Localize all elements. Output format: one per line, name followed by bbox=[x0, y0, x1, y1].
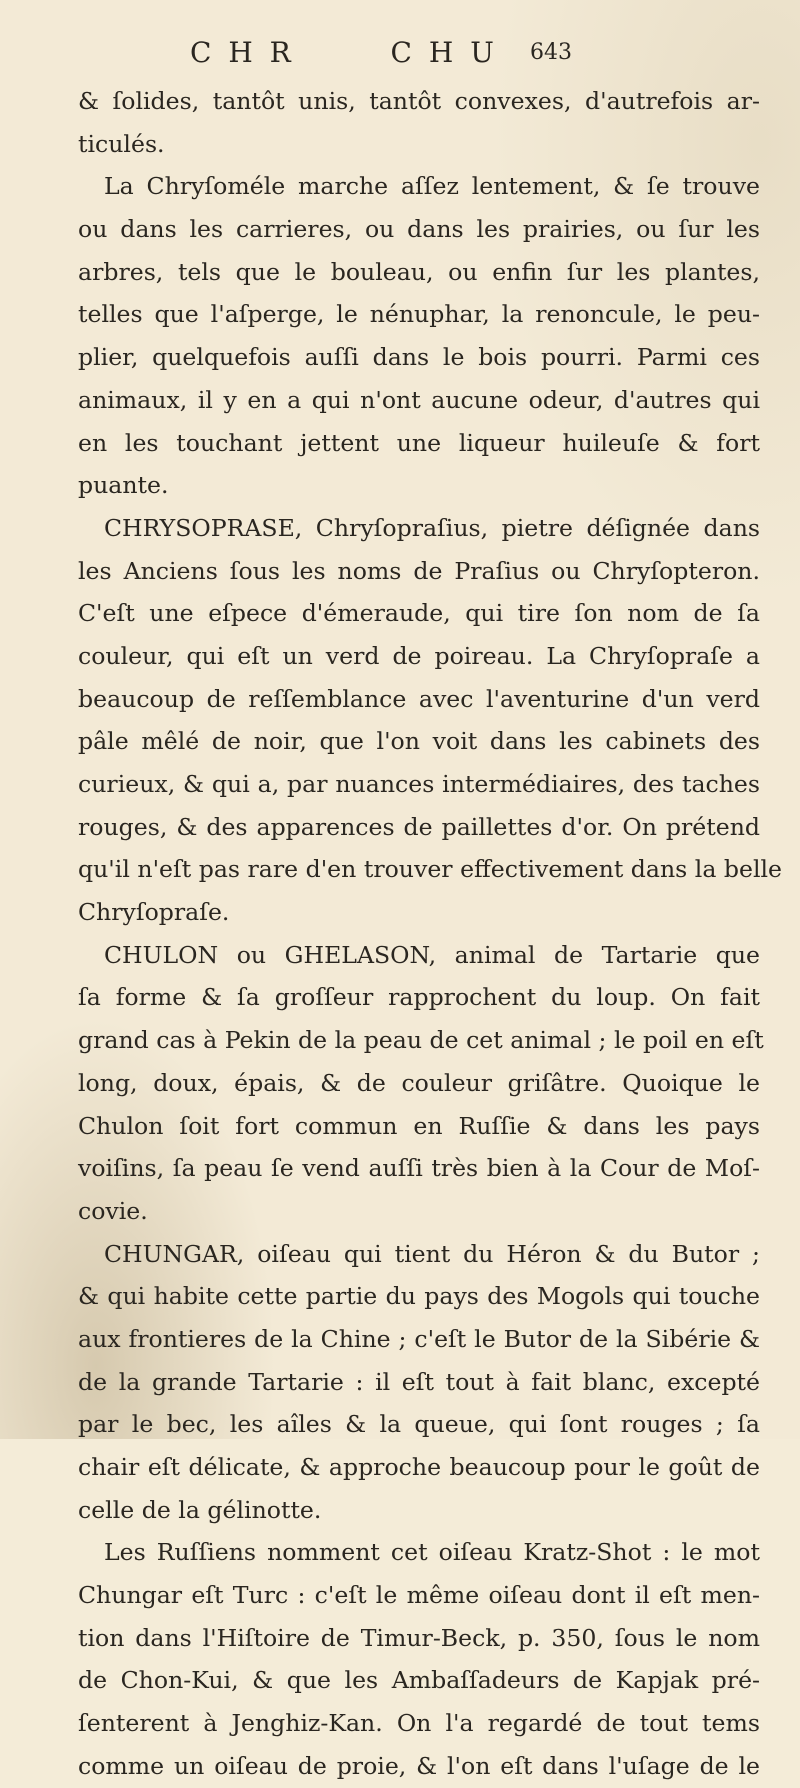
text-line: grand cas à Pekin de la peau de cet animal ; le poil en eſt bbox=[78, 1026, 764, 1055]
text-line: comme un oiſeau de proie, & l'on eſt dans l'uſage de le bbox=[78, 1751, 760, 1780]
text-line: CHULON ou GHELASON, animal de Tartarie que bbox=[104, 940, 760, 969]
text-line: animaux, il y en a qui n'ont aucune odeur, d'autres qui bbox=[78, 385, 760, 414]
page-number: 643 bbox=[530, 40, 572, 65]
text-line: par le bec, les aîles & la queue, qui ſont rouges ; ſa bbox=[78, 1410, 760, 1439]
text-line: & ſolides, tantôt unis, tantôt convexes, d'autrefois ar- bbox=[78, 87, 760, 115]
text-line: La Chryſoméle marche aſſez lentement, & ſe trouve bbox=[104, 172, 760, 201]
text-line: long, doux, épais, & de couleur griſâtre. Quoique le bbox=[78, 1068, 760, 1097]
text-line: puante. bbox=[78, 471, 169, 500]
text-line: aux frontieres de la Chine ; c'eſt le Butor de la Sibérie & bbox=[78, 1324, 760, 1353]
text-line: voiſins, ſa peau ſe vend auſſi très bien à la Cour de Moſ- bbox=[78, 1154, 760, 1183]
text-line: Les Ruſſiens nomment cet oiſeau Kratz-Shot : le mot bbox=[104, 1538, 760, 1567]
text-line: Chungar eſt Turc : c'eſt le même oiſeau dont il eſt men- bbox=[78, 1581, 760, 1610]
header-right: C H U bbox=[390, 36, 498, 69]
text-line: de Chon-Kui, & que les Ambaſſadeurs de Kapjak pré- bbox=[78, 1666, 760, 1695]
text-line: arbres, tels que le bouleau, ou enfin ſur les plantes, bbox=[78, 257, 760, 286]
text-line: & qui habite cette partie du pays des Mogols qui touche bbox=[78, 1282, 760, 1311]
text-line: les Anciens ſous les noms de Praſius ou Chryſopteron. bbox=[78, 556, 760, 585]
text-line: pâle mêlé de noir, que l'on voit dans les cabinets des bbox=[78, 727, 760, 756]
text-line: ou dans les carrieres, ou dans les prairies, ou ſur les bbox=[78, 215, 760, 244]
text-line: couleur, qui eſt un verd de poireau. La Chryſopraſe a bbox=[78, 641, 760, 670]
text-line: covie. bbox=[78, 1196, 148, 1225]
text-line: chair eſt délicate, & approche beaucoup pour le goût de bbox=[78, 1453, 760, 1481]
text-line: ſa forme & ſa groſſeur rapprochent du loup. On fait bbox=[78, 983, 760, 1012]
text-line: plier, quelquefois auſſi dans le bois pourri. Parmi ces bbox=[78, 343, 760, 372]
text-line: curieux, & qui a, par nuances intermédiaires, des taches bbox=[78, 770, 760, 798]
text-line: C'eſt une eſpece d'émeraude, qui tire ſon nom de ſa bbox=[78, 599, 760, 628]
text-line: tion dans l'Hiſtoire de Timur-Beck, p. 350, ſous le nom bbox=[78, 1623, 760, 1652]
text-line: CHUNGAR, oiſeau qui tient du Héron & du Butor ; bbox=[104, 1239, 760, 1268]
text-line: Chryſopraſe. bbox=[78, 898, 230, 927]
text-line: beaucoup de reſſemblance avec l'aventurine d'un verd bbox=[78, 684, 760, 713]
text-line: ſenterent à Jenghiz-Kan. On l'a regardé de tout tems bbox=[78, 1709, 760, 1738]
header-left: C H R bbox=[190, 36, 295, 69]
text-line: Chulon ſoit fort commun en Ruſſie & dans les pays bbox=[78, 1111, 760, 1140]
text-line: CHRYSOPRASE, Chryſopraſius, pietre déſignée dans bbox=[104, 513, 760, 542]
text-line: de la grande Tartarie : il eſt tout à fait blanc, excepté bbox=[78, 1367, 760, 1396]
text-line: celle de la gélinotte. bbox=[78, 1495, 322, 1524]
text-line: rouges, & des apparences de paillettes d'or. On prétend bbox=[78, 812, 760, 841]
text-line: telles que l'aſperge, le nénuphar, la renoncule, le peu- bbox=[78, 300, 760, 329]
body-text bbox=[78, 80, 783, 1788]
text-line: qu'il n'eſt pas rare d'en trouver effectivement dans la belle bbox=[78, 855, 783, 884]
running-header bbox=[190, 36, 590, 69]
text-line: ticulés. bbox=[78, 129, 165, 158]
text-line: en les touchant jettent une liqueur huileuſe & fort bbox=[78, 428, 760, 457]
